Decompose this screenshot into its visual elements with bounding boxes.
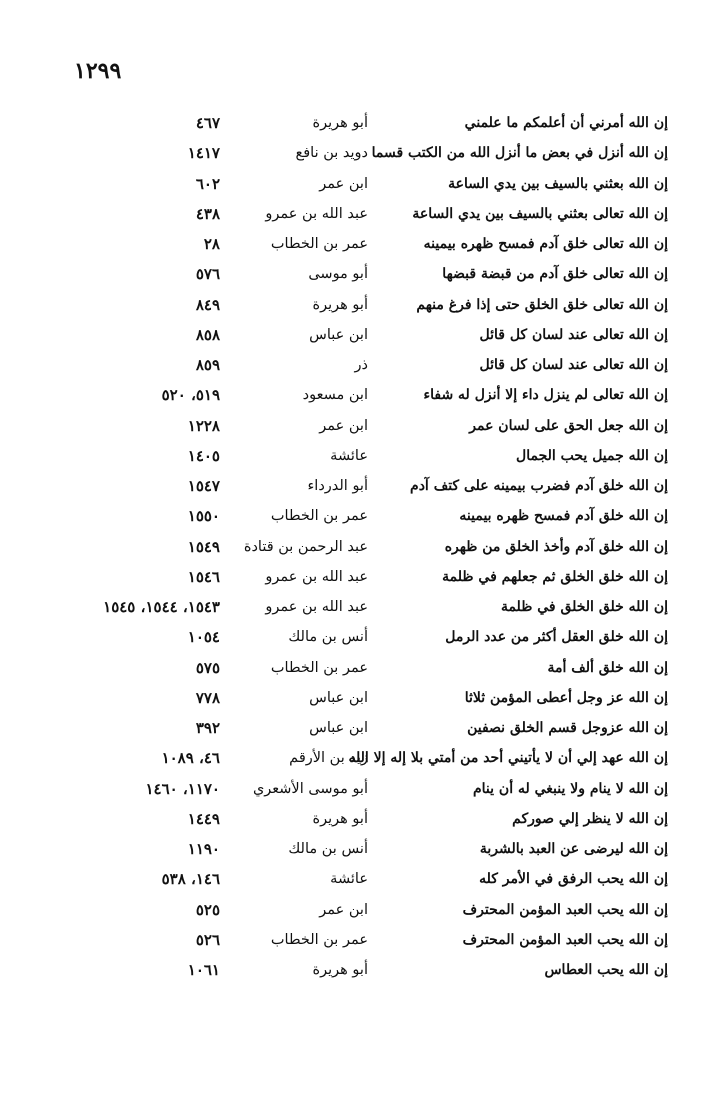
hadith-numbers: ٨٥٩ bbox=[195, 356, 220, 374]
index-row bbox=[60, 501, 668, 531]
index-row bbox=[60, 713, 668, 743]
narrator-name: ابن عمر bbox=[319, 417, 368, 434]
hadith-numbers: ١١٩٠ bbox=[187, 840, 220, 858]
hadith-text: إن الله خلق ألف أمة bbox=[547, 659, 668, 676]
page-number: ١٢٩٩ bbox=[74, 58, 122, 84]
index-row bbox=[60, 320, 668, 350]
hadith-numbers: ١٥٤٩ bbox=[187, 537, 220, 556]
hadith-text: إن الله عهد إلي أن لا يأتيني أحد من أمتي بلا إله إلا الله bbox=[348, 750, 668, 767]
hadith-numbers: ١٤٤٩ bbox=[187, 809, 220, 828]
hadith-text: إن الله أنزل في بعض ما أنزل الله من الكتب قسما bbox=[371, 145, 668, 162]
hadith-text: إن الله لا ينام ولا ينبغي له أن ينام bbox=[472, 780, 668, 797]
index-row bbox=[60, 169, 668, 199]
hadith-numbers: ٥٧٦ bbox=[195, 265, 220, 284]
hadith-text: إن الله ليرضى عن العبد بالشربة bbox=[479, 841, 668, 857]
index-row bbox=[60, 683, 668, 713]
index-row bbox=[60, 592, 668, 622]
hadith-text: إن الله خلق آدم فضرب بيمينه على كتف آدم bbox=[410, 478, 668, 494]
narrator-name: عبد الله بن عمرو bbox=[265, 599, 368, 615]
hadith-text: إن الله خلق آدم فمسح ظهره بيمينه bbox=[459, 508, 668, 525]
hadith-numbers: ٥١٩، ٥٢٠ bbox=[161, 386, 220, 405]
hadith-text: إن الله يحب العبد المؤمن المحترف bbox=[462, 901, 668, 918]
narrator-name: عمر بن الخطاب bbox=[270, 931, 368, 948]
narrator-name: أبو موسى bbox=[308, 266, 368, 283]
index-row bbox=[60, 138, 668, 168]
narrator-name: ابن عباس bbox=[309, 720, 368, 736]
index-row bbox=[60, 350, 668, 380]
hadith-numbers: ١٠٦١ bbox=[187, 961, 220, 979]
index-row bbox=[60, 834, 668, 864]
hadith-numbers: ١٤٠٥ bbox=[187, 446, 220, 465]
index-row bbox=[60, 804, 668, 834]
hadith-text: إن الله خلق الخلق ثم جعلهم في ظلمة bbox=[442, 568, 668, 585]
narrator-name: أبو هريرة bbox=[312, 810, 368, 827]
hadith-numbers: ١٥٤٦ bbox=[187, 567, 220, 586]
narrator-name: ابن عباس bbox=[309, 689, 368, 706]
hadith-text: إن الله تعالى خلق الخلق حتى إذا فرغ منهم bbox=[416, 296, 668, 313]
narrator-name: ابن عباس bbox=[309, 326, 368, 343]
hadith-text: إن الله تعالى خلق آدم فمسح ظهره بيمينه bbox=[423, 236, 668, 252]
narrator-name: ابن مسعود bbox=[302, 387, 368, 404]
narrator-name: عائشة bbox=[330, 447, 368, 464]
hadith-text: إن الله جميل يحب الجمال bbox=[516, 447, 668, 464]
hadith-numbers: ٦٠٢ bbox=[195, 174, 220, 193]
narrator-name: ابن عمر bbox=[319, 175, 368, 192]
hadith-index-table bbox=[60, 108, 668, 985]
hadith-text: إن الله يحب الرفق في الأمر كله bbox=[479, 871, 668, 888]
narrator-name: عبد الرحمن بن قتادة bbox=[243, 538, 368, 555]
index-row bbox=[60, 622, 668, 652]
hadith-numbers: ٥٢٥ bbox=[195, 900, 220, 919]
hadith-numbers: ٥٢٦ bbox=[195, 930, 220, 949]
hadith-text: إن الله خلق الخلق في ظلمة bbox=[500, 599, 668, 615]
narrator-name: أبو الدرداء bbox=[307, 478, 368, 494]
index-row bbox=[60, 774, 668, 804]
narrator-name: أبو موسى الأشعري bbox=[252, 780, 368, 797]
hadith-numbers: ٥٧٥ bbox=[195, 658, 220, 677]
narrator-name: عائشة bbox=[330, 871, 368, 888]
hadith-text: إن الله تعالى خلق آدم من قبضة قبضها bbox=[442, 266, 668, 283]
narrator-name: عمر بن الخطاب bbox=[270, 659, 368, 676]
hadith-numbers: ١٠٥٤ bbox=[187, 628, 220, 647]
narrator-name: أنس بن مالك bbox=[288, 841, 368, 857]
hadith-text: إن الله خلق العقل أكثر من عدد الرمل bbox=[445, 629, 668, 646]
hadith-numbers: ٤٣٨ bbox=[195, 204, 220, 223]
hadith-numbers: ١١٧٠، ١٤٦٠ bbox=[145, 779, 220, 798]
hadith-text: إن الله عز وجل أعطى المؤمن ثلاثا bbox=[464, 689, 668, 706]
hadith-text: إن الله بعثني بالسيف بين يدي الساعة bbox=[448, 175, 668, 192]
index-row bbox=[60, 259, 668, 289]
narrator-name: زيد بن الأرقم bbox=[289, 750, 368, 767]
hadith-numbers: ١٥٥٠ bbox=[187, 507, 220, 526]
index-row bbox=[60, 925, 668, 955]
hadith-text: إن الله تعالى لم ينزل داء إلا أنزل له شفاء bbox=[423, 387, 668, 404]
hadith-numbers: ١٥٤٣، ١٥٤٤، ١٥٤٥ bbox=[103, 598, 220, 616]
index-row bbox=[60, 895, 668, 925]
narrator-name: ابن عمر bbox=[319, 901, 368, 918]
hadith-text: إن الله يحب العطاس bbox=[544, 962, 668, 978]
hadith-numbers: ١٤١٧ bbox=[187, 144, 220, 163]
index-row bbox=[60, 532, 668, 562]
hadith-numbers: ٨٤٩ bbox=[195, 295, 220, 314]
hadith-text: إن الله عزوجل قسم الخلق نصفين bbox=[467, 720, 668, 736]
hadith-text: إن الله يحب العبد المؤمن المحترف bbox=[462, 931, 668, 948]
narrator-name: أنس بن مالك bbox=[288, 629, 368, 646]
hadith-text: إن الله تعالى عند لسان كل قائل bbox=[479, 326, 668, 343]
index-row bbox=[60, 955, 668, 985]
index-row bbox=[60, 380, 668, 410]
hadith-numbers: ١٢٢٨ bbox=[187, 416, 220, 435]
hadith-text: إن الله أمرني أن أعلمكم ما علمني bbox=[464, 115, 668, 131]
index-row bbox=[60, 562, 668, 592]
index-row bbox=[60, 653, 668, 683]
hadith-numbers: ٧٧٨ bbox=[195, 688, 220, 707]
narrator-name: أبو هريرة bbox=[312, 296, 368, 313]
narrator-name: أبو هريرة bbox=[312, 115, 368, 131]
index-row bbox=[60, 743, 668, 773]
hadith-text: إن الله تعالى عند لسان كل قائل bbox=[479, 357, 668, 373]
hadith-text: إن الله تعالى بعثني بالسيف بين يدي الساعة bbox=[412, 205, 668, 222]
index-row bbox=[60, 471, 668, 501]
index-row bbox=[60, 290, 668, 320]
index-row bbox=[60, 108, 668, 138]
hadith-text: إن الله خلق آدم وأخذ الخلق من ظهره bbox=[444, 538, 668, 555]
hadith-numbers: ١٤٦، ٥٣٨ bbox=[161, 870, 220, 889]
hadith-numbers: ٤٦٧ bbox=[195, 114, 220, 132]
index-row bbox=[60, 864, 668, 894]
hadith-numbers: ٢٨ bbox=[203, 235, 220, 253]
index-row bbox=[60, 441, 668, 471]
hadith-numbers: ١٥٤٧ bbox=[187, 477, 220, 495]
hadith-numbers: ٤٦، ١٠٨٩ bbox=[161, 749, 220, 768]
narrator-name: عبد الله بن عمرو bbox=[265, 568, 368, 585]
narrator-name: عمر بن الخطاب bbox=[270, 508, 368, 525]
narrator-name: أبو هريرة bbox=[312, 962, 368, 978]
index-row bbox=[60, 199, 668, 229]
index-row bbox=[60, 229, 668, 259]
narrator-name: دويد بن نافع bbox=[295, 145, 368, 162]
narrator-name: عبد الله بن عمرو bbox=[265, 205, 368, 222]
hadith-text: إن الله لا ينظر إلي صوركم bbox=[512, 810, 668, 827]
index-row bbox=[60, 411, 668, 441]
hadith-text: إن الله جعل الحق على لسان عمر bbox=[469, 417, 668, 434]
hadith-numbers: ٣٩٢ bbox=[195, 719, 220, 737]
hadith-numbers: ٨٥٨ bbox=[195, 325, 220, 344]
narrator-name: عمر بن الخطاب bbox=[270, 236, 368, 252]
narrator-name: ذر bbox=[354, 357, 368, 373]
